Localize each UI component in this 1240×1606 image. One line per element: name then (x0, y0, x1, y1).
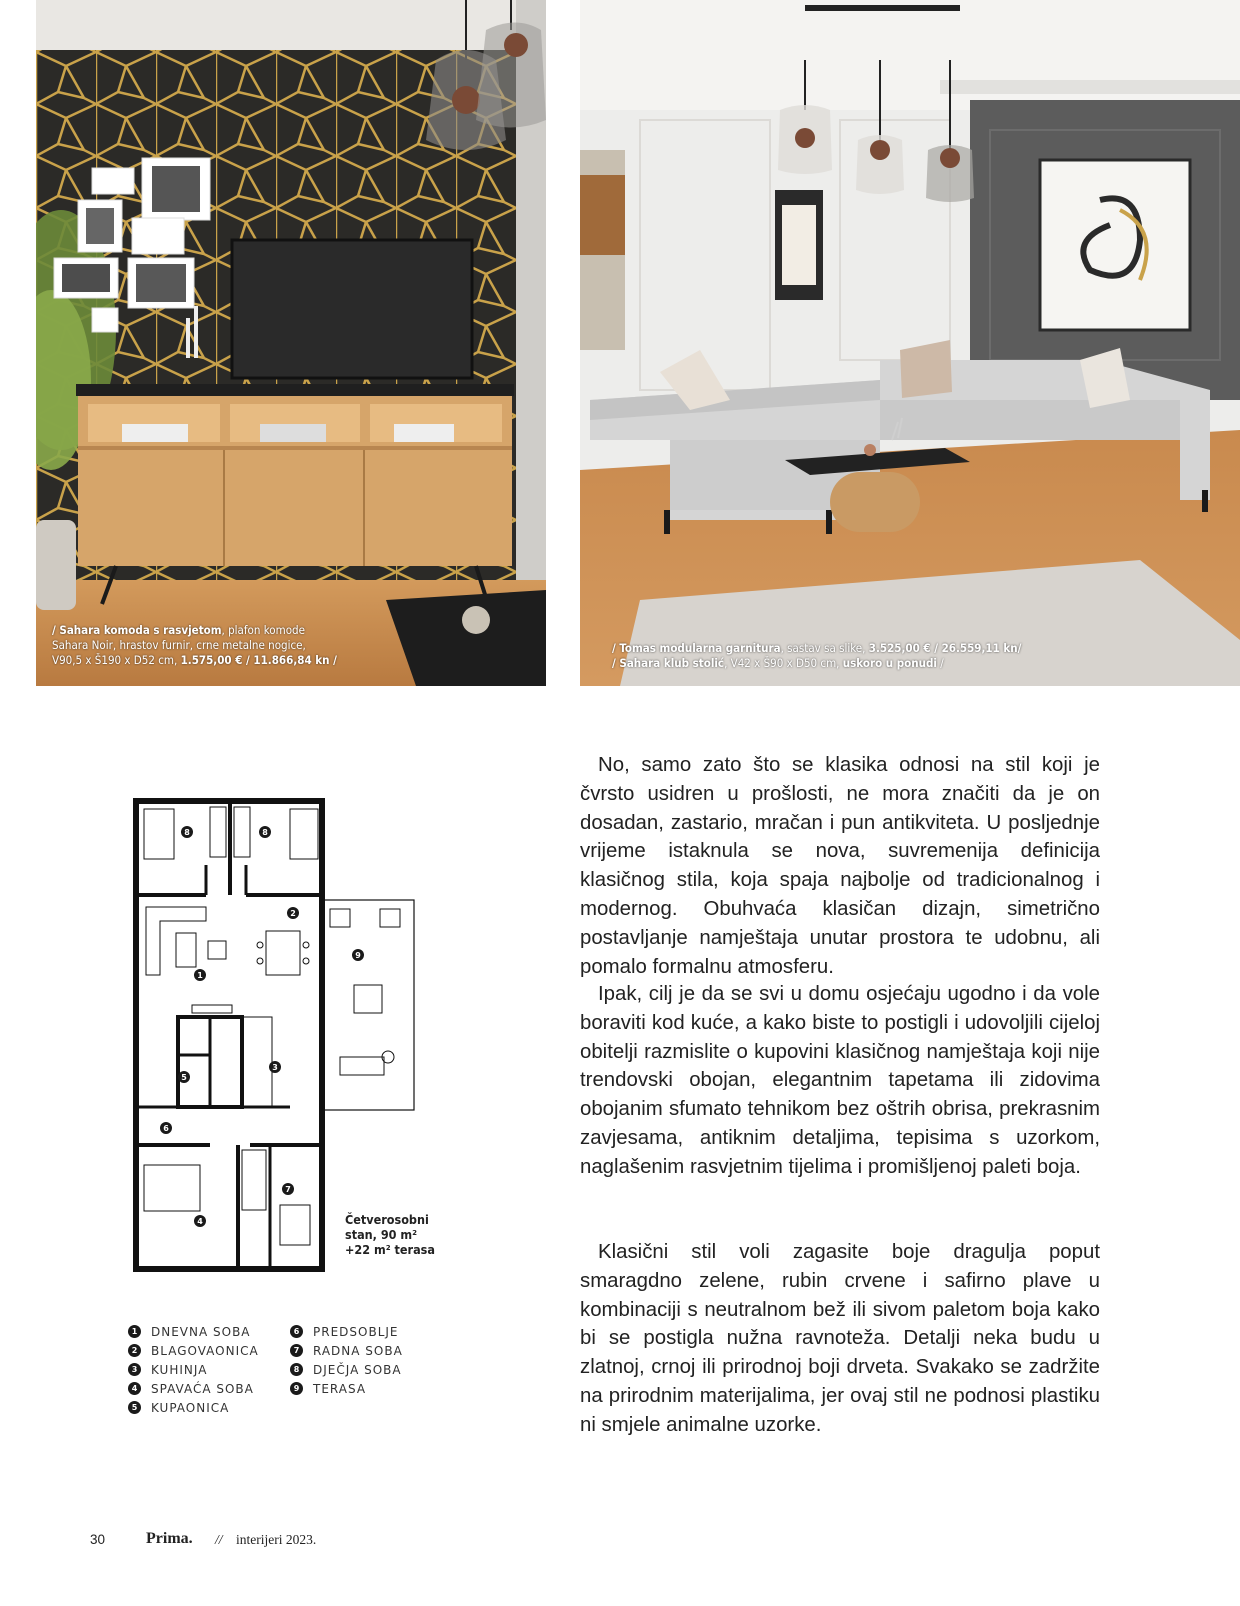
legend-item (128, 1341, 259, 1360)
legend-item (128, 1360, 259, 1379)
sideboard-room-illustration (36, 0, 546, 686)
legend-number: 5 (128, 1401, 141, 1414)
sideboard-caption (52, 623, 452, 668)
footer-separator: // (215, 1532, 223, 1547)
sideboard-caption-line1: , plafon komode (221, 623, 305, 637)
legend-number: 9 (290, 1382, 303, 1395)
article-text: No, samo zato što se klasika odnosi na stil koji je čvrsto usidren u prošlosti, ne mora značiti da je on dosadan, zastario, mračan i pun antikviteta. U posljednje vrijeme istaknula se nova, suvremenija definicija klasičnog stila, koja spaja najbolje od tradicionalnog i modernog. Obuhvaća klasičan dizajn, simetrično postavljanje namještaja unutar prostora te udobnu, ali pomalo formalnu atmosferu. (580, 754, 1100, 978)
table-caption-end: / (936, 656, 944, 670)
plan-marker-8a: 8 (184, 828, 190, 837)
legend-item (290, 1322, 403, 1341)
legend-label: KUPAONICA (151, 1400, 230, 1415)
magazine-issue: interijeri 2023. (236, 1532, 317, 1547)
sideboard-caption-dimensions: V90,5 x Š190 x D52 cm, (52, 653, 181, 667)
page-number: 30 (90, 1532, 106, 1547)
sofa-caption-title: / Tomas modularna garnitura (612, 641, 781, 655)
legend-item (128, 1322, 259, 1341)
legend-number: 1 (128, 1325, 141, 1338)
sideboard-caption-title: / Sahara komoda s rasvjetom (52, 623, 222, 637)
floor-plan-caption-line2: stan, 90 m² (345, 1227, 418, 1242)
legend-item (290, 1360, 403, 1379)
floor-plan-caption (345, 1212, 435, 1257)
legend-number: 4 (128, 1382, 141, 1395)
floor-plan-caption-line1: Četverosobni (345, 1212, 429, 1227)
legend-label: RADNA SOBA (313, 1343, 403, 1358)
legend-item (128, 1379, 259, 1398)
legend-label: TERASA (313, 1381, 367, 1396)
legend-item (290, 1341, 403, 1360)
plan-marker-9: 9 (355, 951, 361, 960)
legend-number: 3 (128, 1363, 141, 1376)
article-text: Klasični stil voli zagasite boje dragulja poput smaragdno zelene, rubin crvene i safirno plave u kombinaciji s neutralnom bež ili sivom paletom boja kako bi se postigla nužna ravnoteža. Detalji neka budu u zlatnoj, crnoj ili prirodnoj boji drveta. Svakako se zadržite na prirodnim materijalima, jer ovaj stil ne podnosi plastiku ni smjele animalne uzorke. (580, 1241, 1100, 1436)
sofa-photo (580, 0, 1240, 686)
legend-label: DJEČJA SOBA (313, 1362, 402, 1377)
plan-marker-4: 4 (197, 1217, 203, 1226)
plan-marker-8b: 8 (262, 828, 268, 837)
plan-marker-1: 1 (197, 971, 203, 980)
sofa-room-illustration (580, 0, 1240, 686)
floor-plan-caption-line3: +22 m² terasa (345, 1242, 435, 1257)
legend-label: PREDSOBLJE (313, 1324, 399, 1339)
legend-label: KUHINJA (151, 1362, 208, 1377)
plan-marker-7: 7 (285, 1185, 291, 1194)
sofa-caption (612, 641, 1092, 671)
room-legend-right (290, 1322, 403, 1398)
legend-item (290, 1379, 403, 1398)
sideboard-photo (36, 0, 546, 686)
legend-number: 2 (128, 1344, 141, 1357)
plan-marker-3: 3 (272, 1063, 278, 1072)
table-caption-note: uskoro u ponudi (842, 656, 937, 670)
legend-number: 8 (290, 1363, 303, 1376)
floor-plan-drawing (130, 795, 430, 1275)
room-legend-left (128, 1322, 259, 1417)
plan-marker-2: 2 (290, 909, 296, 918)
sofa-caption-line1: , sastav sa slike, (780, 641, 869, 655)
table-caption-dimensions: , V42 x Š90 x D50 cm, (724, 656, 843, 670)
plan-marker-5: 5 (181, 1073, 187, 1082)
legend-label: SPAVAĆA SOBA (151, 1381, 254, 1396)
article-paragraph-2 (580, 980, 1100, 1182)
legend-number: 7 (290, 1344, 303, 1357)
floor-plan (130, 795, 430, 1275)
article-text: Ipak, cilj je da se svi u domu osjećaju ugodno i da vole boraviti kod kuće, a kako biste to postigli i udovoljili cijeloj obitelji razmislite o kupovini klasičnog namještaja koji nije trendovski obojan, elegantnim tapetama ili zidovima obojanim sfumato tehnikom bez oštrih obrisa, prekrasnim zavjesama, antiknim detaljima, tepisima s uzorkom, naglašenim rasvjetnim tijelima i promišljenoj paleti boja. (580, 983, 1100, 1178)
table-caption-title: / Sahara klub stolić (612, 656, 725, 670)
article-paragraph-3 (580, 1238, 1100, 1440)
sideboard-caption-price: 1.575,00 € / 11.866,84 kn / (180, 653, 337, 667)
legend-label: DNEVNA SOBA (151, 1324, 251, 1339)
legend-label: BLAGOVAONICA (151, 1343, 259, 1358)
sideboard-caption-line2: Sahara Noir, hrastov furnir, crne metalne nogice, (52, 638, 306, 652)
article-paragraph-1 (580, 751, 1100, 981)
legend-number: 6 (290, 1325, 303, 1338)
magazine-brand: Prima. (146, 1530, 193, 1547)
plan-marker-6: 6 (163, 1124, 169, 1133)
legend-item (128, 1398, 259, 1417)
sofa-caption-price: 3.525,00 € / 26.559,11 kn/ (868, 641, 1022, 655)
